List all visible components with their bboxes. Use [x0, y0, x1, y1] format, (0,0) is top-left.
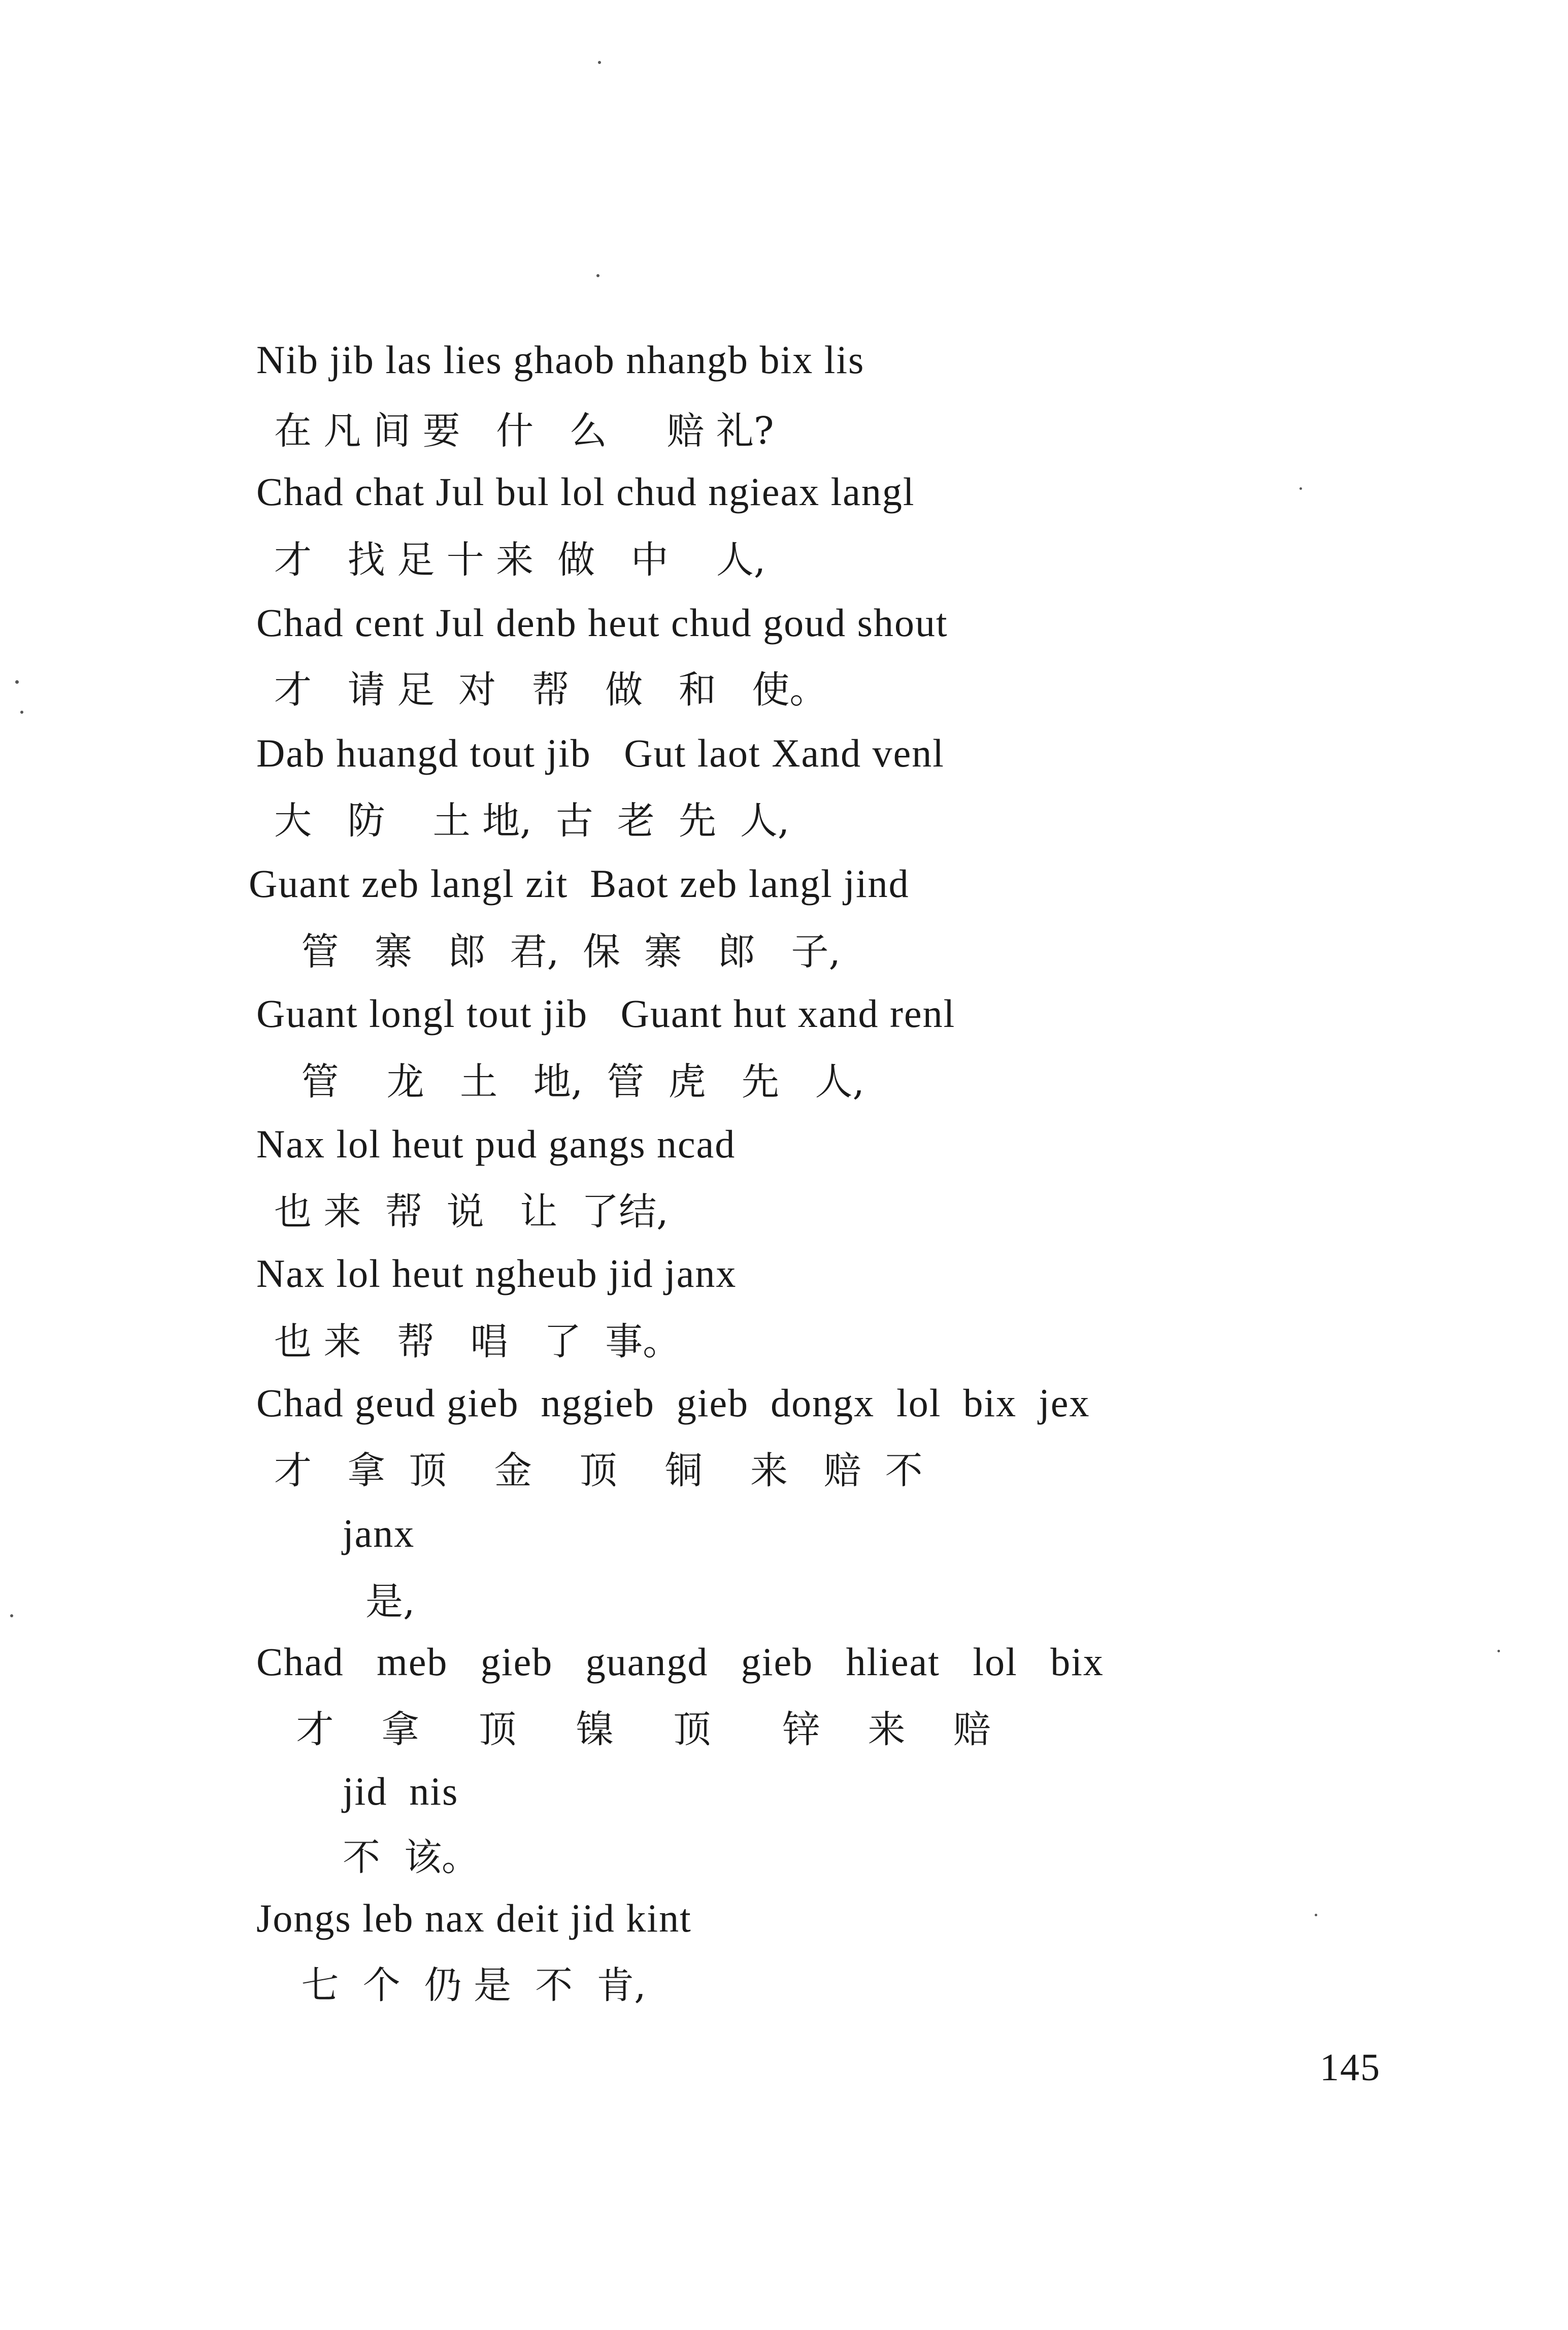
scan-speck — [10, 1614, 13, 1617]
scan-speck — [1299, 487, 1302, 490]
verse-line-chinese: 管 寨 郎 君, 保 寨 郎 子, — [289, 930, 841, 974]
scan-speck — [15, 680, 19, 684]
verse-line-chinese: 在 凡 间 要 什 么 赔 礼? — [274, 409, 774, 453]
verse-line-romanized: Chad cent Jul denb heut chud goud shout — [256, 601, 948, 645]
verse-line-chinese: 才 请 足 对 帮 做 和 使。 — [274, 668, 827, 712]
verse-line-romanized: Guant longl tout jib Guant hut xand renl — [256, 991, 956, 1036]
verse-line-romanized: janx — [343, 1511, 415, 1555]
verse-line-chinese: 也 来 帮 说 让 了结, — [274, 1190, 669, 1234]
verse-line-romanized: Chad chat Jul bul lol chud ngieax langl — [256, 470, 915, 514]
page-number: 145 — [1320, 2046, 1381, 2089]
verse-line-chinese: 也 来 帮 唱 了 事。 — [274, 1320, 681, 1363]
verse-line-romanized: Chad geud gieb nggieb gieb dongx lol bix jex — [256, 1381, 1090, 1425]
verse-line-chinese: 才 拿 顶 镍 顶 锌 来 赔 — [284, 1708, 991, 1751]
verse-line-romanized: Chad meb gieb guangd gieb hlieat lol bix — [256, 1640, 1104, 1684]
verse-line-chinese: 是, — [365, 1580, 415, 1623]
scan-speck — [1315, 1914, 1317, 1916]
verse-line-chinese: 才 找 足 十 来 做 中 人, — [274, 538, 766, 582]
verse-line-romanized: Nax lol heut pud gangs ncad — [256, 1122, 736, 1166]
verse-line-romanized: Guant zeb langl zit Baot zeb langl jind — [249, 861, 910, 906]
scan-speck — [20, 711, 23, 714]
verse-line-chinese: 才 拿 顶 金 顶 铜 来 赔 不 — [274, 1449, 923, 1492]
scan-speck — [598, 61, 601, 64]
verse-line-chinese: 七 个 仍 是 不 肯, — [289, 1963, 646, 2007]
verse-line-romanized: Nax lol heut ngheub jid janx — [256, 1251, 737, 1295]
verse-line-romanized: Dab huangd tout jib Gut laot Xand venl — [256, 731, 945, 775]
verse-line-romanized: jid nis — [343, 1769, 459, 1813]
verse-line-chinese: 管 龙 土 地, 管 虎 先 人, — [289, 1060, 865, 1104]
scan-speck — [1497, 1650, 1500, 1652]
verse-line-romanized: Nib jib las lies ghaob nhangb bix lis — [256, 338, 865, 382]
verse-line-chinese: 大 防 土 地, 古 老 先 人, — [274, 799, 790, 843]
verse-line-chinese: 不 该。 — [343, 1836, 480, 1879]
scan-speck — [596, 274, 599, 277]
verse-line-romanized: Jongs leb nax deit jid kint — [256, 1896, 692, 1940]
